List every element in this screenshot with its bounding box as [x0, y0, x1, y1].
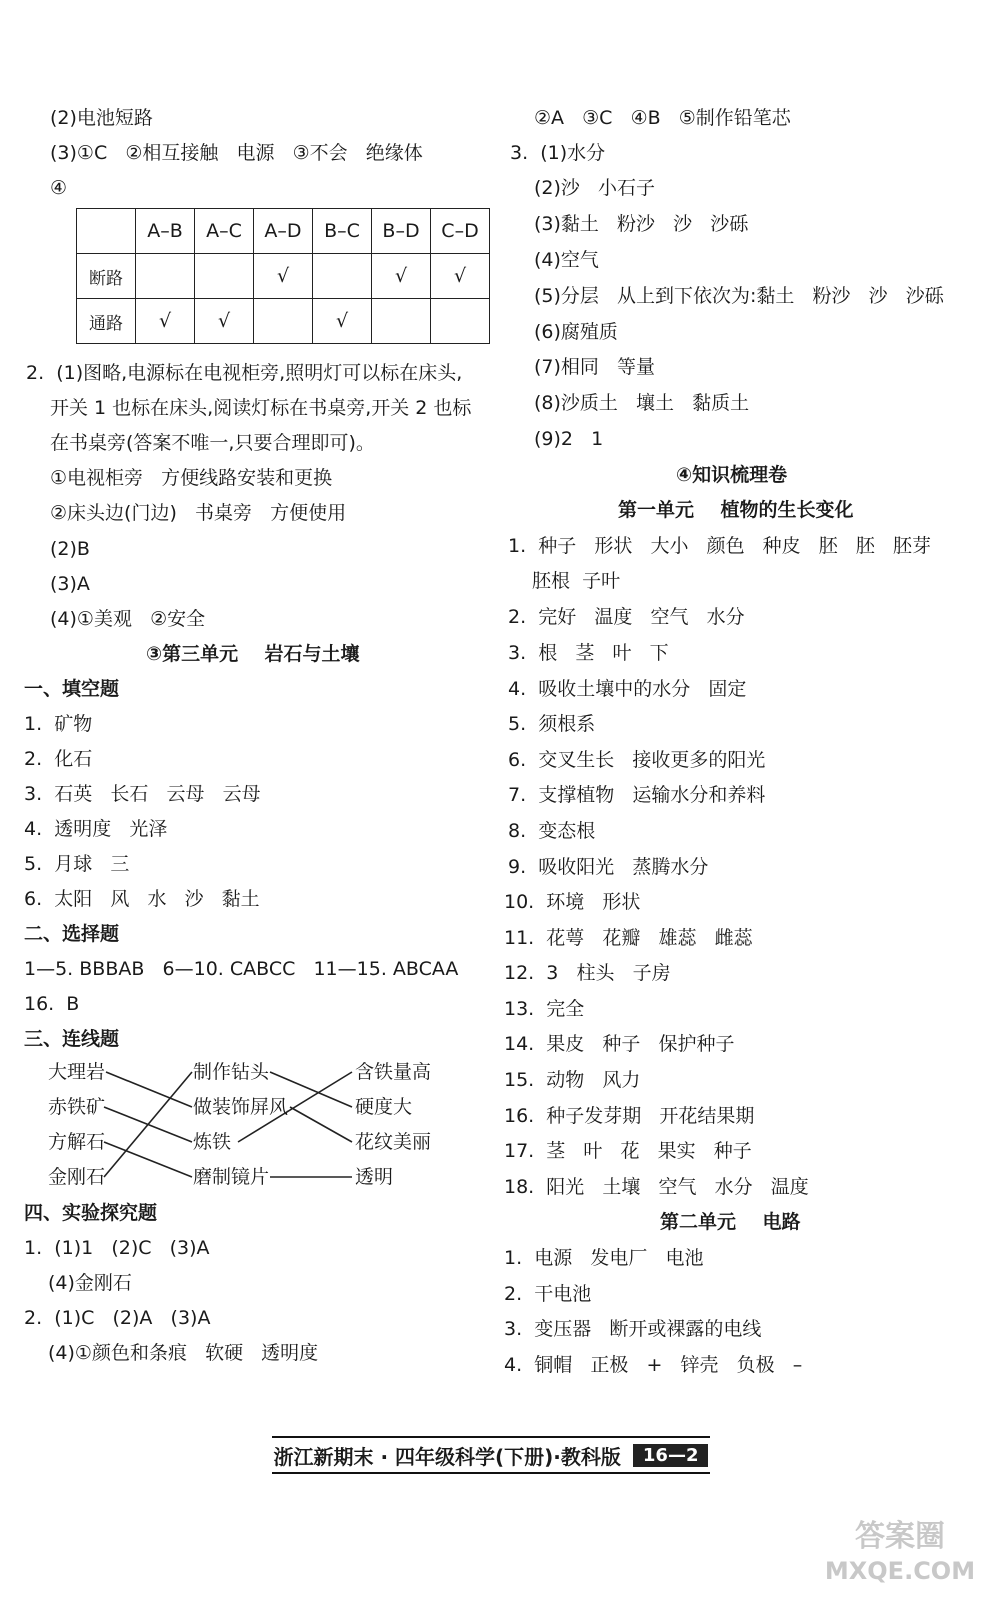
answer-line: 7. 支撑植物 运输水分和养料 [508, 784, 766, 806]
section-heading: 第二单元 电路 [660, 1211, 801, 1233]
section-heading: 一、填空题 [24, 678, 120, 700]
match-col1-item: 大理岩 [48, 1061, 106, 1083]
answer-line: ②A ③C ④B ⑤制作铅笔芯 [534, 107, 791, 129]
footer-title: 浙江新期末 · 四年级科学(下册)·教科版 [273, 1444, 621, 1469]
match-col1-item: 方解石 [48, 1131, 106, 1153]
page-number: 16—2 [633, 1444, 709, 1467]
answer-line: 16. 种子发芽期 开花结果期 [504, 1105, 755, 1127]
table-cell: √ [313, 299, 372, 344]
row-label: 断路 [77, 254, 136, 299]
answer-line: 1. (1)1 (2)C (3)A [24, 1237, 210, 1259]
answer-line: 4. 铜帽 正极 + 锌壳 负极 – [504, 1354, 803, 1376]
table-header-cell: B–C [313, 209, 372, 254]
answer-line: 6. 交叉生长 接收更多的阳光 [508, 749, 766, 771]
answer-line: 2. 完好 温度 空气 水分 [508, 606, 745, 628]
match-col3-item: 透明 [355, 1166, 394, 1188]
answer-line: 胚根 子叶 [532, 570, 621, 592]
answer-line: (8)沙质土 壤土 黏质土 [534, 392, 750, 414]
answer-line: 3. 变压器 断开或裸露的电线 [504, 1318, 762, 1340]
answer-line: 13. 完全 [504, 998, 585, 1020]
answer-line: ①电视柜旁 方便线路安装和更换 [50, 467, 333, 489]
answer-line: 12. 3 柱头 子房 [504, 962, 671, 984]
answer-line: 9. 吸收阳光 蒸腾水分 [508, 856, 709, 878]
answer-line: 11. 花萼 花瓣 雄蕊 雌蕊 [504, 927, 753, 949]
section-heading: ③第三单元 岩石与土壤 [146, 643, 360, 665]
match-col3-item: 花纹美丽 [355, 1131, 432, 1153]
answer-line: (2)电池短路 [50, 107, 153, 129]
match-line [270, 1072, 352, 1107]
answer-line: 1. 矿物 [24, 713, 93, 735]
answer-line: (9)2 1 [534, 428, 604, 450]
answer-line: (7)相同 等量 [534, 356, 656, 378]
match-col1-item: 赤铁矿 [48, 1096, 106, 1118]
answer-line: (2)沙 小石子 [534, 177, 656, 199]
answer-line: (4)金刚石 [48, 1272, 132, 1294]
answer-line: 2. 化石 [24, 748, 93, 770]
answer-line: ④ [50, 177, 68, 199]
section-heading: 第一单元 植物的生长变化 [618, 499, 854, 521]
answer-line: ②床头边(门边) 书桌旁 方便使用 [50, 502, 347, 524]
match-col2-item: 做装饰屏风 [193, 1096, 289, 1118]
answer-line: (4)①美观 ②安全 [50, 608, 206, 630]
table-cell: √ [372, 254, 431, 299]
match-col3-item: 硬度大 [355, 1096, 413, 1118]
match-line [290, 1107, 352, 1142]
answer-line: 4. 透明度 光泽 [24, 818, 168, 840]
table-cell: √ [254, 254, 313, 299]
answer-line: 14. 果皮 种子 保护种子 [504, 1033, 735, 1055]
answer-line: (6)腐殖质 [534, 321, 618, 343]
watermark-line: MXQE.COM [824, 1557, 976, 1585]
answer-line: 6. 太阳 风 水 沙 黏土 [24, 888, 260, 910]
match-col2-item: 炼铁 [193, 1131, 232, 1153]
answer-line: (4)空气 [534, 249, 599, 271]
answer-line: 2. (1)图略,电源标在电视柜旁,照明灯可以标在床头, [26, 362, 463, 384]
answer-line: 18. 阳光 土壤 空气 水分 温度 [504, 1176, 809, 1198]
page-footer [272, 1436, 710, 1474]
answer-line: 2. 干电池 [504, 1283, 592, 1305]
table-header-cell: B–D [372, 209, 431, 254]
answer-line: 10. 环境 形状 [504, 891, 641, 913]
match-col3-item: 含铁量高 [355, 1061, 432, 1083]
table-header-cell: A–D [254, 209, 313, 254]
section-heading: 四、实验探究题 [24, 1202, 158, 1224]
answer-line: (2)B [50, 538, 90, 560]
match-line [106, 1072, 192, 1107]
answer-line: (3)黏土 粉沙 沙 沙砾 [534, 213, 749, 235]
table-cell: √ [136, 299, 195, 344]
answer-line: 15. 动物 风力 [504, 1069, 641, 1091]
watermark-line: 答案圈 [855, 1519, 945, 1554]
section-heading: 三、连线题 [24, 1028, 120, 1050]
watermark-logo [815, 1520, 985, 1595]
answer-line: 1. 种子 形状 大小 颜色 种皮 胚 胚 胚芽 [508, 535, 932, 557]
table-header-cell: A–B [136, 209, 195, 254]
match-line [104, 1142, 192, 1177]
answer-line: 4. 吸收土壤中的水分 固定 [508, 678, 747, 700]
answer-line: 3. 根 茎 叶 下 [508, 642, 669, 664]
answer-line: 8. 变态根 [508, 820, 596, 842]
answer-line: 5. 须根系 [508, 713, 596, 735]
table-cell: √ [431, 254, 490, 299]
answer-line: 开关 1 也标在床头,阅读灯标在书桌旁,开关 2 也标 [50, 397, 472, 419]
row-label: 通路 [77, 299, 136, 344]
answer-line: 在书桌旁(答案不唯一,只要合理即可)。 [50, 432, 375, 454]
table-header-cell: C–D [431, 209, 490, 254]
section-heading: 二、选择题 [24, 923, 120, 945]
answer-line: 16. B [24, 993, 80, 1015]
answer-line: (3)①C ②相互接触 电源 ③不会 绝缘体 [50, 142, 423, 164]
table-cell: √ [195, 299, 254, 344]
answer-line: 1—5. BBBAB 6—10. CABCC 11—15. ABCAA [24, 958, 459, 980]
match-col2-item: 磨制镜片 [193, 1166, 270, 1188]
answer-line: (5)分层 从上到下依次为:黏土 粉沙 沙 沙砾 [534, 285, 944, 307]
match-col2-item: 制作钻头 [193, 1061, 270, 1083]
answer-line: 5. 月球 三 [24, 853, 130, 875]
answer-line: 17. 茎 叶 花 果实 种子 [504, 1140, 752, 1162]
table-header-cell: A–C [195, 209, 254, 254]
section-heading: ④知识梳理卷 [676, 464, 788, 486]
match-col1-item: 金刚石 [48, 1166, 106, 1188]
answer-line: (3)A [50, 573, 90, 595]
answer-line: (4)①颜色和条痕 软硬 透明度 [48, 1342, 319, 1364]
answer-line: 3. (1)水分 [510, 142, 606, 164]
answer-line: 1. 电源 发电厂 电池 [504, 1247, 704, 1269]
match-line [104, 1072, 192, 1177]
answer-line: 3. 石英 长石 云母 云母 [24, 783, 261, 805]
answer-line: 2. (1)C (2)A (3)A [24, 1307, 211, 1329]
